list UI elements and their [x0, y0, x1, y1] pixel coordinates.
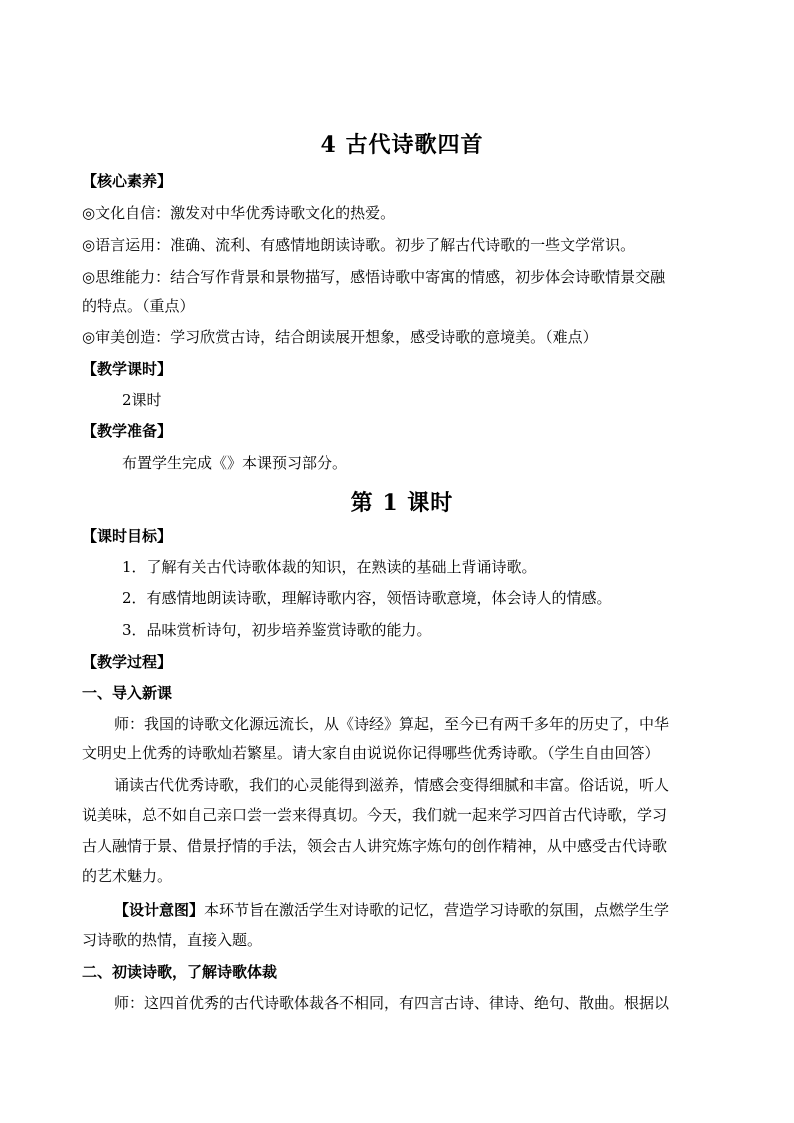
- prep-text: 布置学生完成《》本课预习部分。: [122, 454, 348, 472]
- heading-core: 【核心素养】: [82, 172, 173, 190]
- paragraph-line: 诵读古代优秀诗歌，我们的心灵能得到滋养，情感会变得细腻和丰富。俗话说，听人: [114, 776, 670, 794]
- core-item: ◎思维能力：结合写作背景和景物描写，感悟诗歌中寄寓的情感，初步体会诗歌情景交融: [82, 268, 666, 286]
- hours-text: 2课时: [122, 391, 162, 409]
- design-intent-tag: 【设计意图】: [114, 901, 205, 919]
- section-1-title: 一、导入新课: [82, 684, 173, 702]
- heading-process: 【教学过程】: [82, 653, 173, 671]
- doc-title: 4 古代诗歌四首: [320, 132, 484, 158]
- core-item: ◎文化自信：激发对中华优秀诗歌文化的热爱。: [82, 204, 396, 222]
- paragraph-line: 的艺术魅力。: [82, 867, 173, 885]
- paragraph-line: 古人融情于景、借景抒情的手法，领会古人讲究炼字炼句的创作精神，从中感受古代诗歌: [82, 837, 668, 855]
- design-intent-text: 本环节旨在激活学生对诗歌的记忆，营造学习诗歌的氛围，点燃学生学: [204, 901, 670, 919]
- heading-hours: 【教学课时】: [82, 360, 173, 378]
- goal-item: 3．品味赏析诗句，初步培养鉴赏诗歌的能力。: [122, 621, 432, 639]
- section-2-title: 二、初读诗歌，了解诗歌体裁: [82, 963, 278, 981]
- goal-item: 1．了解有关古代诗歌体裁的知识，在熟读的基础上背诵诗歌。: [122, 558, 537, 576]
- heading-prep: 【教学准备】: [82, 422, 173, 440]
- core-item: ◎审美创造：学习欣赏古诗，结合朗读展开想象，感受诗歌的意境美。（难点）: [82, 328, 598, 346]
- paragraph-line: 文明史上优秀的诗歌灿若繁星。请大家自由说说你记得哪些优秀诗歌。（学生自由回答）: [82, 744, 660, 762]
- core-item: ◎语言运用：准确、流利、有感情地朗读诗歌。初步了解古代诗歌的一些文学常识。: [82, 236, 636, 254]
- design-intent-line: [114, 900, 722, 920]
- paragraph-line: 说美味，总不如自己亲口尝一尝来得真切。今天，我们就一起来学习四首古代诗歌，学习: [82, 806, 668, 824]
- paragraph-line: 师：这四首优秀的古代诗歌体裁各不相同，有四言古诗、律诗、绝句、散曲。根据以: [114, 994, 670, 1012]
- paragraph-line: 习诗歌的热情，直接入题。: [82, 931, 263, 949]
- heading-goal: 【课时目标】: [82, 527, 173, 545]
- core-item-continued: 的特点。（重点）: [82, 297, 195, 315]
- paragraph-line: 师：我国的诗歌文化源远流长，从《诗经》算起，至今已有两千多年的历史了，中华: [114, 715, 670, 733]
- lesson-title: 第 1 课时: [350, 490, 454, 516]
- goal-item: 2．有感情地朗读诗歌，理解诗歌内容，领悟诗歌意境，体会诗人的情感。: [122, 589, 612, 607]
